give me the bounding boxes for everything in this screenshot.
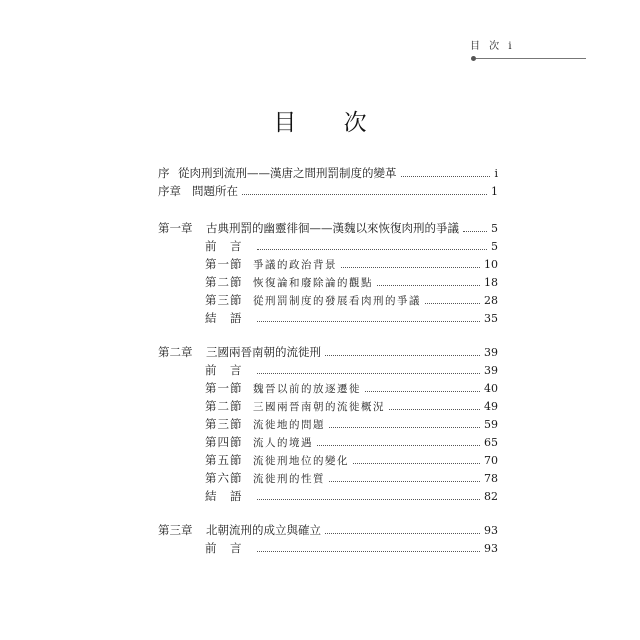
toc-section[interactable] (205, 292, 498, 308)
section-label: 第五節 (205, 453, 243, 467)
toc-entry-chapter-2[interactable] (158, 344, 498, 360)
dot-leader (401, 176, 491, 177)
toc-entry-chapter-1[interactable] (158, 220, 498, 236)
running-head: 目 次 i (470, 41, 515, 52)
page-number: 28 (484, 293, 498, 307)
section-label: 結 語 (205, 489, 243, 503)
section-label: 第三節 (205, 417, 243, 431)
dot-leader (242, 194, 487, 195)
toc-section[interactable] (205, 540, 498, 556)
page-number: 59 (484, 417, 498, 431)
page-number: 65 (484, 435, 498, 449)
page-number: 70 (484, 453, 498, 467)
dot-leader (257, 499, 480, 500)
chapter-title: 古典刑罰的幽靈徘徊——漢魏以來恢復肉刑的爭議 (206, 221, 459, 235)
section-title: 流徙地的問題 (253, 419, 325, 431)
page-number: 10 (484, 257, 498, 271)
section-title: 流徙刑的性質 (253, 473, 325, 485)
chapter-label: 第一章 (158, 221, 193, 235)
toc-section[interactable] (205, 488, 498, 504)
entry-label: 序章 (158, 184, 181, 198)
section-title: 恢復論和廢除論的觀點 (253, 277, 373, 289)
section-label: 結 語 (205, 311, 243, 325)
section-title: 流徙刑地位的變化 (253, 455, 349, 467)
section-label: 第六節 (205, 471, 243, 485)
page-number: 82 (484, 489, 498, 503)
section-label: 第一節 (205, 381, 243, 395)
toc-section[interactable] (205, 310, 498, 326)
dot-leader (257, 551, 480, 552)
dot-leader (257, 321, 480, 322)
dot-leader (329, 481, 480, 482)
section-title: 爭議的政治背景 (253, 259, 337, 271)
page-number: 39 (484, 363, 498, 377)
section-label: 第二節 (205, 399, 243, 413)
section-label: 第一節 (205, 257, 243, 271)
chapter-label: 第三章 (158, 523, 193, 537)
chapter-title: 三國兩晉南朝的流徙刑 (206, 345, 321, 359)
chapter-title: 北朝流刑的成立與確立 (206, 523, 321, 537)
dot-leader (325, 533, 480, 534)
toc-entry-preface[interactable] (158, 165, 498, 181)
section-label: 前 言 (205, 239, 243, 253)
dot-leader (257, 373, 480, 374)
section-title: 魏晉以前的放逐遷徙 (253, 383, 361, 395)
dot-leader (257, 249, 487, 250)
page-number: 78 (484, 471, 498, 485)
page-number: i (494, 166, 498, 180)
toc-section[interactable] (205, 362, 498, 378)
entry-title: 從肉刑到流刑——漢唐之間刑罰制度的變革 (178, 166, 397, 180)
toc-section[interactable] (205, 274, 498, 290)
toc-section[interactable] (205, 470, 498, 486)
dot-leader (325, 355, 480, 356)
toc-section[interactable] (205, 256, 498, 272)
entry-title: 問題所在 (192, 184, 238, 198)
chapter-label: 第二章 (158, 345, 193, 359)
page-number: 5 (491, 239, 498, 253)
toc-section[interactable] (205, 238, 498, 254)
section-label: 第四節 (205, 435, 243, 449)
section-title: 三國兩晉南朝的流徙概況 (253, 401, 385, 413)
section-label: 前 言 (205, 541, 243, 555)
dot-leader (365, 391, 480, 392)
page-title: 目 次 (273, 110, 387, 136)
toc-entry-intro[interactable] (158, 183, 498, 199)
dot-leader (463, 231, 487, 232)
page-number: 93 (484, 523, 498, 537)
toc-section[interactable] (205, 380, 498, 396)
dot-leader (425, 303, 480, 304)
section-label: 前 言 (205, 363, 243, 377)
page-number: 18 (484, 275, 498, 289)
page-number: 35 (484, 311, 498, 325)
dot-leader (329, 427, 480, 428)
page-number: 5 (491, 221, 498, 235)
section-label: 第三節 (205, 293, 243, 307)
toc-section[interactable] (205, 434, 498, 450)
toc-entry-chapter-3[interactable] (158, 522, 498, 538)
dot-leader (377, 285, 480, 286)
page-number: 93 (484, 541, 498, 555)
page-number: 1 (491, 184, 498, 198)
dot-leader (389, 409, 480, 410)
dot-leader (341, 267, 480, 268)
entry-label: 序 (158, 166, 170, 180)
dot-leader (317, 445, 480, 446)
section-label: 第二節 (205, 275, 243, 289)
section-title: 流人的境遇 (253, 437, 313, 449)
page-number: 49 (484, 399, 498, 413)
page-number: 40 (484, 381, 498, 395)
toc-section[interactable] (205, 452, 498, 468)
toc-section[interactable] (205, 416, 498, 432)
toc-section[interactable] (205, 398, 498, 414)
page-number: 39 (484, 345, 498, 359)
section-title: 從刑罰制度的發展看肉刑的爭議 (253, 295, 421, 307)
dot-leader (353, 463, 480, 464)
